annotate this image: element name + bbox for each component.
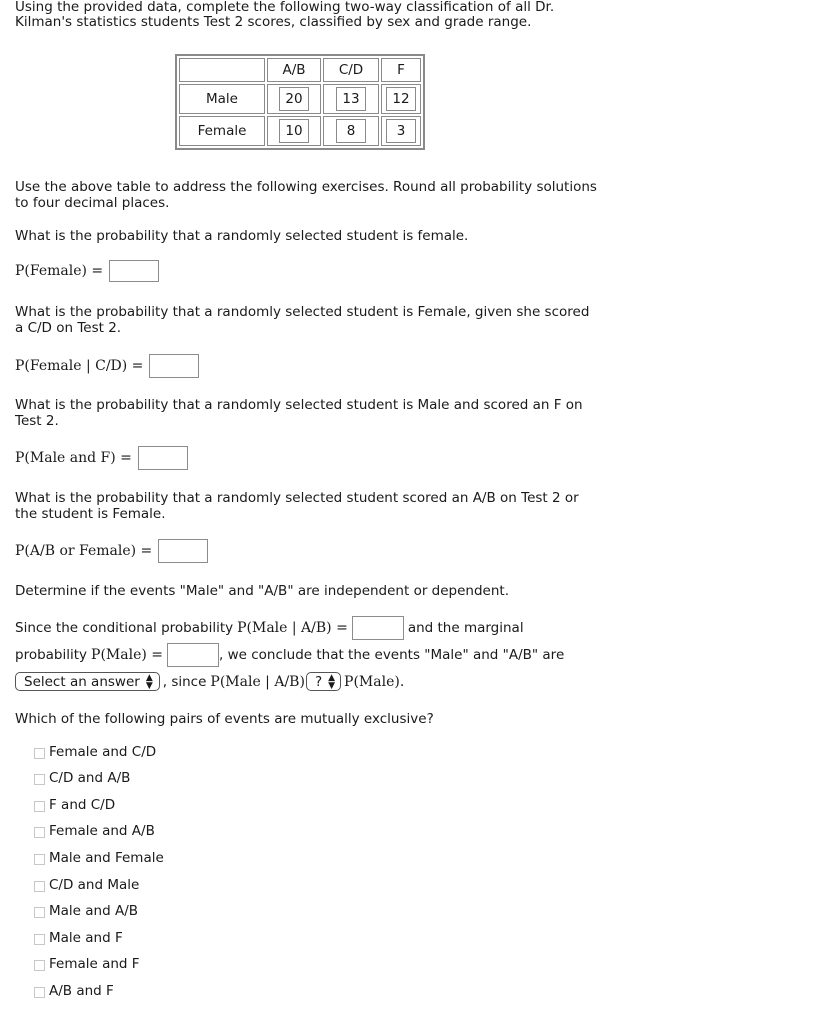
q5-end-math: P(Male). xyxy=(344,673,405,690)
option-label: F and C/D xyxy=(49,797,116,813)
q5-sentence-1 xyxy=(15,616,524,640)
option-label: Male and A/B xyxy=(49,903,139,919)
q5-since-math: P(Male | A/B) xyxy=(210,673,305,690)
cell-male-ab[interactable]: 20 xyxy=(279,87,309,111)
q1-answer-row xyxy=(15,260,159,282)
option-label: Female and F xyxy=(49,956,140,972)
q4-label: P(A/B or Female) = xyxy=(15,543,153,559)
option-label: Male and F xyxy=(49,930,123,946)
intro-line-1: Using the provided data, complete the following two-way classification of all Dr. xyxy=(15,0,555,15)
two-way-table xyxy=(175,54,425,150)
option-female-and-ab[interactable] xyxy=(34,823,155,839)
q4-line-2: the student is Female. xyxy=(15,506,166,522)
col-header-ab: A/B xyxy=(267,58,321,82)
independence-select[interactable] xyxy=(15,672,160,691)
option-label: C/D and Male xyxy=(49,877,140,893)
option-male-and-ab[interactable] xyxy=(34,903,138,919)
q2-label: P(Female | C/D) = xyxy=(15,358,144,374)
option-female-and-f[interactable] xyxy=(34,956,140,972)
cell-male-cd[interactable]: 13 xyxy=(336,87,366,111)
comparison-select-label: ? xyxy=(314,673,323,690)
q5-since-text: , since xyxy=(162,673,207,690)
option-cd-and-male[interactable] xyxy=(34,877,139,893)
q3-label: P(Male and F) = xyxy=(15,450,132,466)
q1-label: P(Female) = xyxy=(15,263,104,279)
checkbox[interactable] xyxy=(34,801,45,812)
option-label: Female and A/B xyxy=(49,823,155,839)
q2-answer-row xyxy=(15,354,199,378)
q5-sentence-2 xyxy=(15,643,564,667)
select-arrows-icon: ▲ ▼ xyxy=(328,672,336,691)
row-header-female: Female xyxy=(179,116,265,146)
option-male-and-female[interactable] xyxy=(34,850,164,866)
checkbox[interactable] xyxy=(34,987,45,998)
option-female-and-cd[interactable] xyxy=(34,744,156,760)
checkbox[interactable] xyxy=(34,907,45,918)
q5-s2-math: P(Male) = xyxy=(91,647,163,663)
q3-line-2: Test 2. xyxy=(15,413,59,429)
p-ab-or-female-input[interactable] xyxy=(158,539,208,563)
checkbox[interactable] xyxy=(34,748,45,759)
cell-female-ab[interactable]: 10 xyxy=(279,119,309,143)
option-cd-and-ab[interactable] xyxy=(34,770,130,786)
col-header-cd: C/D xyxy=(323,58,379,82)
cell-male-f[interactable]: 12 xyxy=(386,87,416,111)
q5-s1-math: P(Male | A/B) = xyxy=(237,620,348,636)
table-header-row xyxy=(179,58,421,82)
table-row-male xyxy=(179,84,421,114)
p-male-input[interactable] xyxy=(167,643,219,667)
independence-select-label: Select an answer xyxy=(24,673,140,690)
checkbox[interactable] xyxy=(34,881,45,892)
instructions-line-1: Use the above table to address the following exercises. Round all probability solutions xyxy=(15,179,597,195)
option-label: Male and Female xyxy=(49,850,164,866)
q4-line-1: What is the probability that a randomly selected student scored an A/B on Test 2 or xyxy=(15,490,579,506)
q6-prompt: Which of the following pairs of events are mutually exclusive? xyxy=(15,711,434,727)
checkbox[interactable] xyxy=(34,960,45,971)
row-header-male: Male xyxy=(179,84,265,114)
comparison-select[interactable] xyxy=(306,672,341,691)
p-male-given-ab-input[interactable] xyxy=(352,616,404,640)
q5-prompt: Determine if the events "Male" and "A/B" are independent or dependent. xyxy=(15,583,509,599)
q1-text: What is the probability that a randomly selected student is female. xyxy=(15,228,469,244)
checkbox[interactable] xyxy=(34,827,45,838)
q3-line-1: What is the probability that a randomly selected student is Male and scored an F on xyxy=(15,397,583,413)
option-male-and-f[interactable] xyxy=(34,930,123,946)
q4-answer-row xyxy=(15,539,208,563)
p-female-given-cd-input[interactable] xyxy=(149,354,199,378)
cell-female-f[interactable]: 3 xyxy=(386,119,416,143)
intro-line-2: Kilman's statistics students Test 2 scores, classified by sex and grade range. xyxy=(15,14,532,30)
checkbox[interactable] xyxy=(34,854,45,865)
instructions-line-2: to four decimal places. xyxy=(15,195,170,211)
col-header-f: F xyxy=(381,58,421,82)
q5-sentence-3 xyxy=(15,672,404,691)
option-f-and-cd[interactable] xyxy=(34,797,115,813)
p-male-and-f-input[interactable] xyxy=(138,446,188,470)
q2-line-2: a C/D on Test 2. xyxy=(15,320,122,336)
p-female-input[interactable] xyxy=(109,260,159,282)
option-label: A/B and F xyxy=(49,983,114,999)
checkbox[interactable] xyxy=(34,774,45,785)
option-label: Female and C/D xyxy=(49,744,157,760)
q2-line-1: What is the probability that a randomly selected student is Female, given she scored xyxy=(15,304,590,320)
checkbox[interactable] xyxy=(34,934,45,945)
table-corner-cell xyxy=(179,58,265,82)
option-ab-and-f[interactable] xyxy=(34,983,114,999)
q5-s1-prefix: Since the conditional probability xyxy=(15,620,234,636)
cell-female-cd[interactable]: 8 xyxy=(336,119,366,143)
q3-answer-row xyxy=(15,446,188,470)
select-arrows-icon: ▲ ▼ xyxy=(145,672,153,691)
q5-s1-suffix: and the marginal xyxy=(407,620,524,636)
q5-s2-prefix: probability xyxy=(15,647,88,663)
table-row-female xyxy=(179,116,421,146)
q5-s2-suffix: , we conclude that the events "Male" and "A/B" are xyxy=(219,647,565,663)
option-label: C/D and A/B xyxy=(49,770,131,786)
